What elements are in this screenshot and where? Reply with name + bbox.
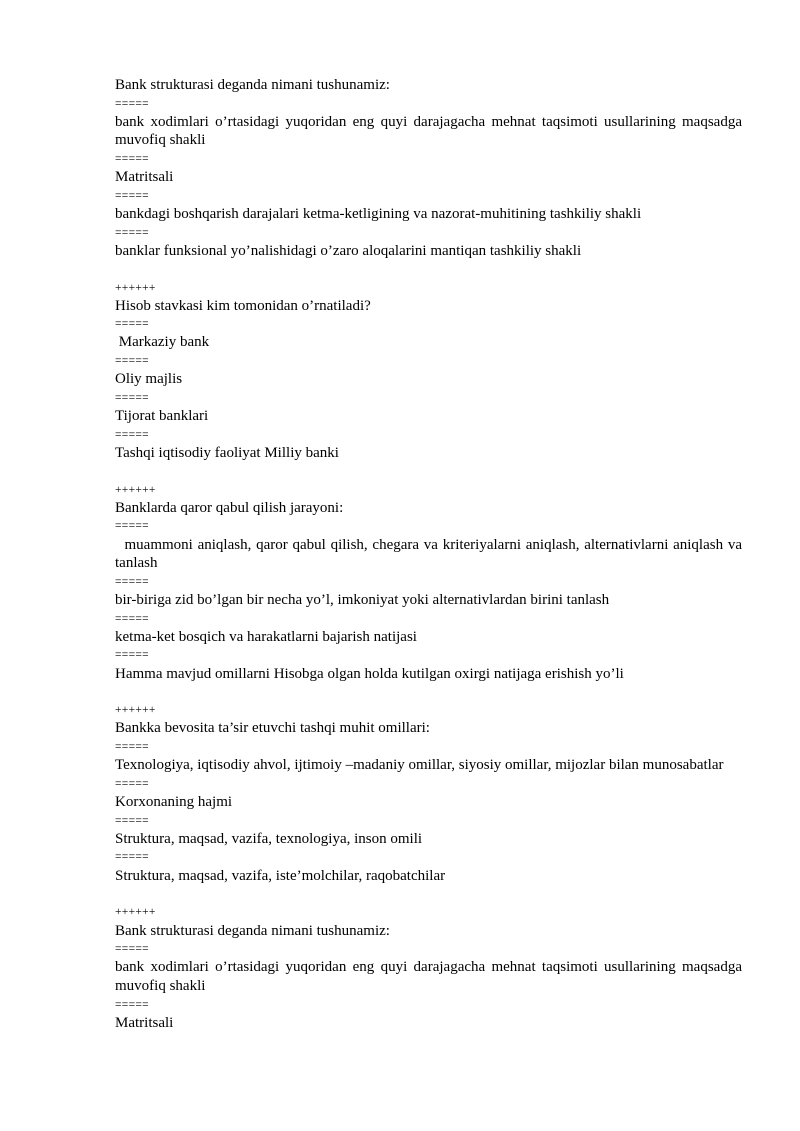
question-block-2	[115, 279, 742, 463]
answer-option: Hamma mavjud omillarni Hisobga olgan holda kutilgan oxirgi natijaga erishish yo’li	[115, 665, 624, 682]
question-block-5	[115, 903, 742, 1032]
answer-option: Texnologiya, iqtisodiy ahvol, ijtimoiy –madaniy omillar, siyosiy omillar, mijozlar bilan munosabatlar	[115, 757, 724, 774]
question-block-1	[115, 76, 742, 260]
answer-option: Markaziy bank	[115, 334, 210, 351]
question-block-3	[115, 481, 746, 684]
answer-option: bankdagi boshqarish darajalari ketma-ketligining va nazorat-muhitining tashkiliy shakli	[115, 205, 642, 222]
question-text: Hisob stavkasi kim tomonidan o’rnatiladi?	[115, 297, 371, 314]
answer-separator: =====	[115, 777, 149, 790]
answer-separator: =====	[115, 152, 149, 165]
blank-line	[115, 260, 742, 278]
answer-option: Struktura, maqsad, vazifa, texnologiya, inson omili	[115, 830, 423, 847]
answer-separator: =====	[115, 575, 149, 588]
answer-separator: =====	[115, 189, 149, 202]
answer-separator: =====	[115, 391, 149, 404]
question-separator: ++++++	[115, 483, 156, 496]
answer-separator: =====	[115, 97, 149, 110]
answer-separator: =====	[115, 998, 149, 1011]
answer-separator: =====	[115, 612, 149, 625]
question-separator: ++++++	[115, 906, 156, 919]
question-text: Bank strukturasi deganda nimani tushunamiz:	[115, 922, 390, 939]
answer-separator: =====	[115, 428, 149, 441]
question-text: Banklarda qaror qabul qilish jarayoni:	[115, 499, 344, 516]
answer-option: Tijorat banklari	[115, 408, 209, 425]
answer-option: muammoni aniqlash, qaror qabul qilish, chegara va kriteriyalarni aniqlash, alternativlarni aniqlash va tanlash	[115, 536, 746, 572]
question-block-4	[115, 701, 742, 885]
blank-line	[115, 885, 742, 903]
answer-option: Korxonaning hajmi	[115, 794, 233, 811]
blank-line	[115, 683, 742, 701]
answer-option: Matritsali	[115, 169, 174, 186]
answer-option: banklar funksional yo’nalishidagi o’zaro aloqalarini mantiqan tashkiliy shakli	[115, 242, 582, 259]
answer-option: Tashqi iqtisodiy faoliyat Milliy banki	[115, 444, 339, 461]
question-text: Bankka bevosita ta’sir etuvchi tashqi muhit omillari:	[115, 720, 430, 737]
answer-separator: =====	[115, 520, 149, 533]
question-separator: ++++++	[115, 281, 156, 294]
answer-option: Struktura, maqsad, vazifa, iste’molchilar, raqobatchilar	[115, 867, 446, 884]
question-text: Bank strukturasi deganda nimani tushunamiz:	[115, 77, 390, 93]
question-separator: ++++++	[115, 704, 156, 717]
answer-separator: =====	[115, 649, 149, 662]
answer-separator: =====	[115, 814, 149, 827]
answer-option: bank xodimlari o’rtasidagi yuqoridan eng quyi darajagacha mehnat taqsimoti usullarining maqsadga muvofiq shakli	[115, 113, 742, 149]
answer-separator: =====	[115, 943, 149, 956]
answer-option: Matritsali	[115, 1014, 174, 1031]
answer-separator: =====	[115, 355, 149, 368]
answer-separator: =====	[115, 851, 149, 864]
blank-line	[115, 462, 742, 480]
answer-option: bir-biriga zid bo’lgan bir necha yo’l, imkoniyat yoki alternativlardan birini tanlash	[115, 591, 610, 608]
answer-separator: =====	[115, 741, 149, 754]
answer-option: bank xodimlari o’rtasidagi yuqoridan eng quyi darajagacha mehnat taqsimoti usullarining maqsadga muvofiq shakli	[115, 959, 742, 994]
answer-option: Oliy majlis	[115, 371, 183, 388]
answer-separator: =====	[115, 226, 149, 239]
document-page	[115, 76, 746, 1032]
answer-option: ketma-ket bosqich va harakatlarni bajarish natijasi	[115, 628, 417, 645]
answer-separator: =====	[115, 318, 149, 331]
